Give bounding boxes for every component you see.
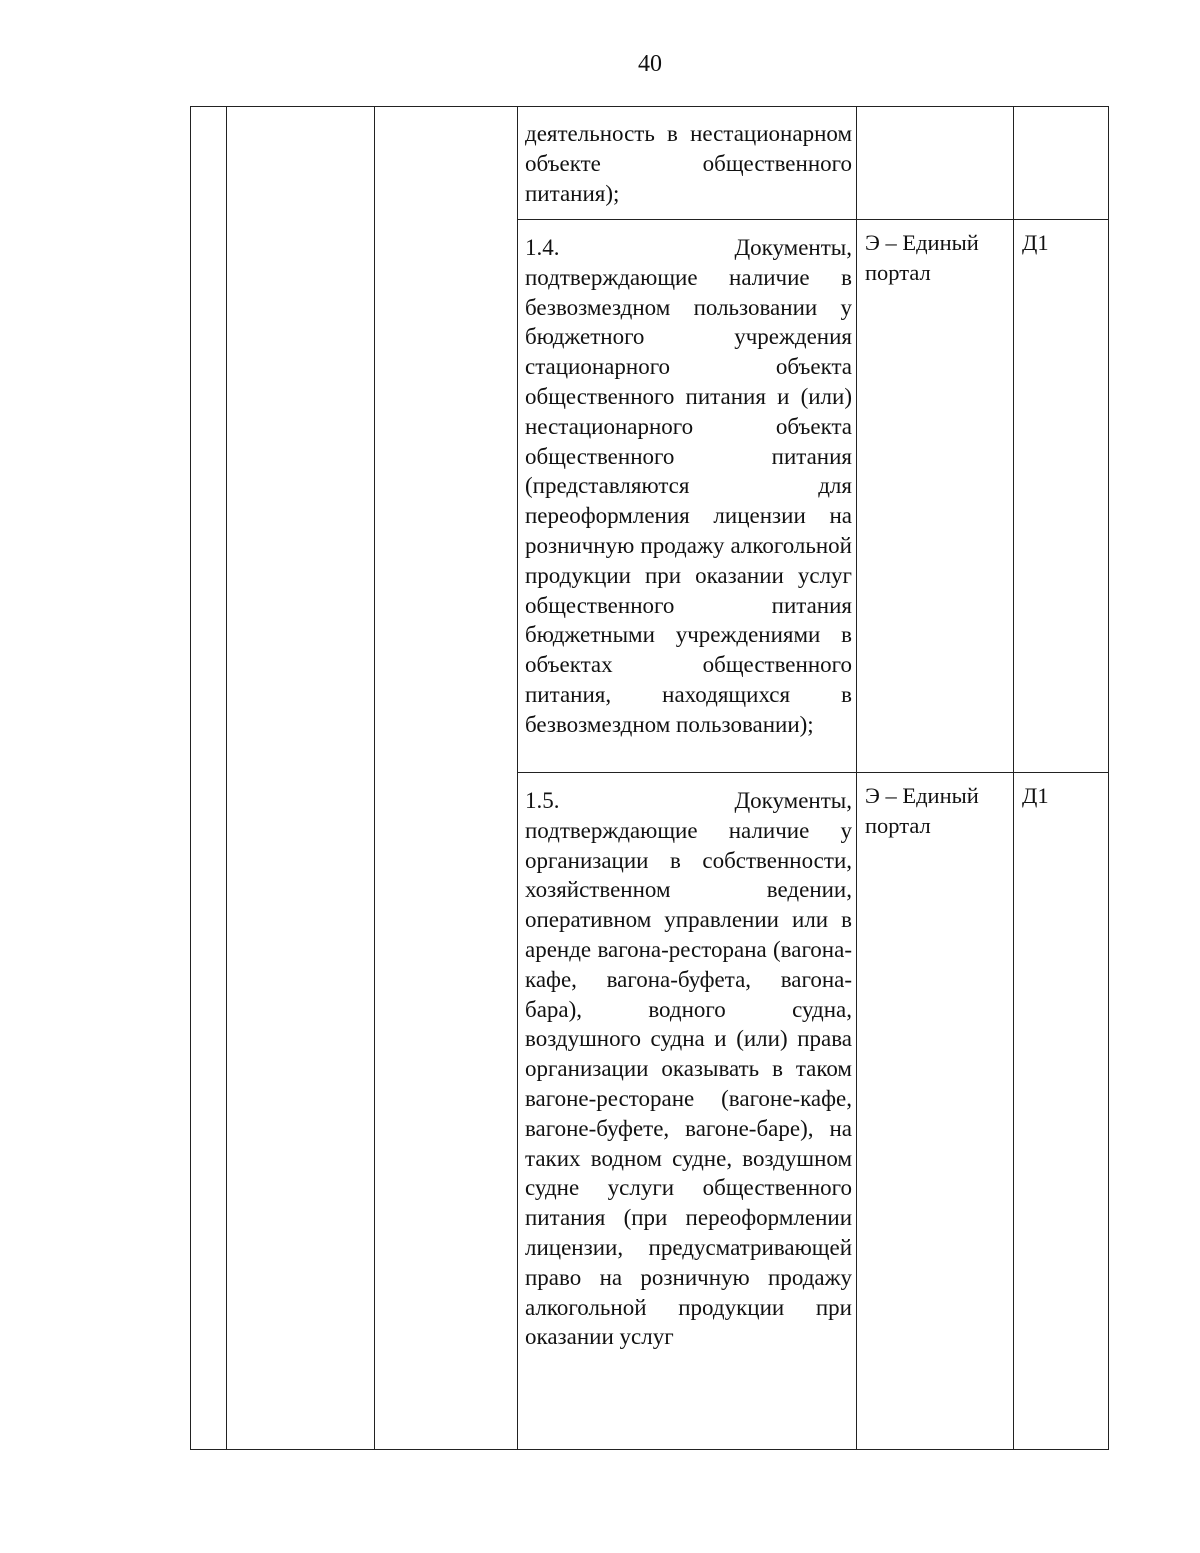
table-cell-code [1014, 107, 1109, 220]
table-cell-source [857, 773, 1014, 1450]
table-cell-category [375, 107, 518, 1450]
table-cell-document [518, 773, 857, 1450]
table-cell-document [518, 220, 857, 773]
code-text: Д1 [1022, 230, 1049, 255]
code-text [1014, 107, 1108, 119]
code-text: Д1 [1022, 783, 1049, 808]
table-cell-source [857, 220, 1014, 773]
document-text: 1.4. Документы, подтверждающие наличие в безвозмездном пользовании у бюджетного учреждения стационарного объекта общественного питания и (или) нестационарного объекта общественного питания (представляются для переоформления лицензии на розничную продажу алкогольной продукции при оказании услуг общественного питания бюджетными учреждениями в объектах общественного питания, находящихся в безвозмездном пользовании); [525, 235, 852, 737]
source-text: Э – Единый портал [865, 783, 979, 838]
table-cell-source [857, 107, 1014, 220]
table-cell-code [1014, 773, 1109, 1450]
table-cell-service [227, 107, 375, 1450]
table-row [191, 107, 1109, 220]
requirements-table [190, 106, 1109, 1450]
source-text: Э – Единый портал [865, 230, 979, 285]
page-number: 40 [638, 51, 662, 77]
source-text [857, 107, 1013, 119]
table-cell-document [518, 107, 857, 220]
table-cell-code [1014, 220, 1109, 773]
document-text: деятельность в нестационарном объекте общественного питания); [525, 121, 852, 206]
table-cell-number [191, 107, 227, 1450]
document-text: 1.5. Документы, подтверждающие наличие у организации в собственности, хозяйственном ведении, оперативном управлении или в аренде вагона-ресторана (вагона-кафе, вагона-буфета, вагона-бара), водного судна, воздушного судна и (или) права организации оказывать в таком вагоне-ресторане (вагоне-кафе, вагоне-буфете, вагоне-баре), на таких водном судне, воздушном судне услуги общественного питания (при переоформлении лицензии, предусматривающей право на розничную продажу алкогольной продукции при оказании услуг [525, 788, 852, 1350]
